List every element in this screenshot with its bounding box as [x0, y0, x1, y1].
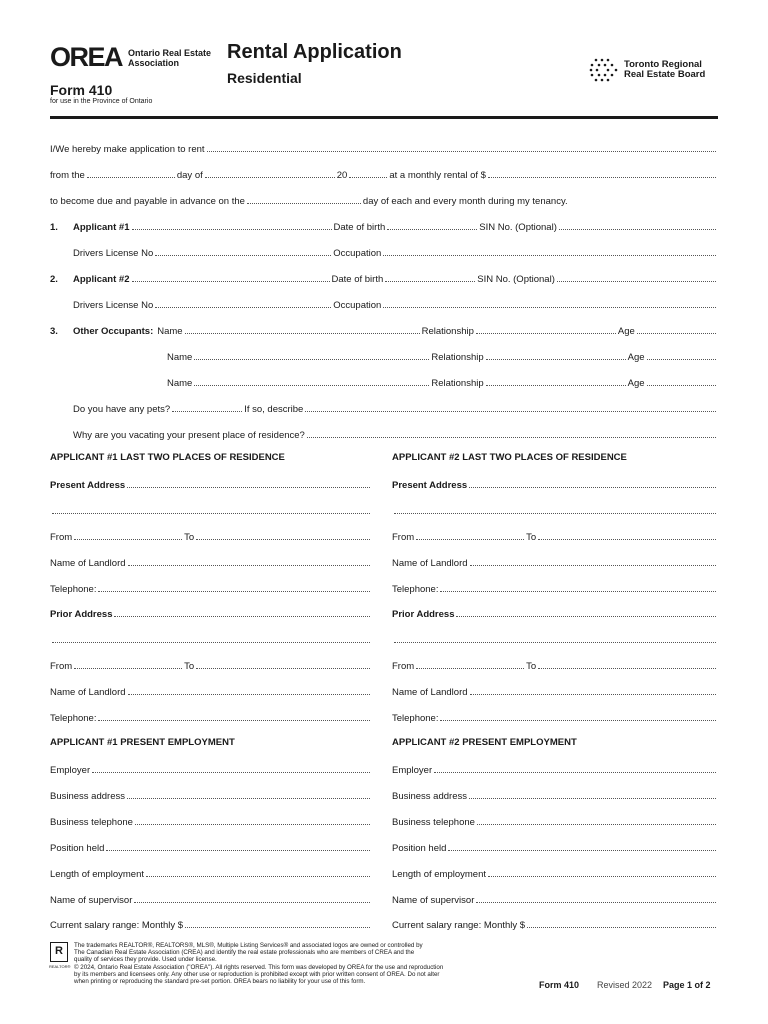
occupant-2-name-field[interactable] — [194, 350, 429, 360]
applicant-1-line: 1. Applicant #1 Date of birth SIN No. (Optional) — [50, 220, 718, 233]
vacating-reason-field[interactable] — [307, 428, 716, 438]
orea-org-line1: Ontario Real Estate — [128, 47, 212, 58]
applicant-2-position-field[interactable] — [448, 841, 716, 851]
applicant-2-residence-heading: APPLICANT #2 LAST TWO PLACES OF RESIDENCE — [392, 452, 627, 463]
applicant-2-present-address-field[interactable] — [469, 478, 716, 488]
applicant-1-length-line: Length of employment — [50, 867, 372, 880]
applicant-2-salary-field[interactable] — [527, 918, 716, 928]
applicant-1-present-landlord-field[interactable] — [128, 556, 370, 566]
footer-page-number: Page 1 of 2 — [663, 980, 711, 990]
applicant-2-supervisor-field[interactable] — [476, 893, 716, 903]
vacating-line: Why are you vacating your present place of residence? — [73, 428, 718, 441]
applicant-2-present-address-cont-line — [392, 504, 718, 517]
applicant-2-occupation-field[interactable] — [383, 298, 716, 308]
applicant-1-present-dates-field[interactable] — [196, 530, 370, 540]
applicant-2-prior-telephone-line: Telephone: — [392, 711, 718, 724]
page-title: Rental Application — [227, 41, 402, 63]
applicant-1-prior-dates-from-field[interactable] — [74, 659, 182, 669]
start-month-field[interactable] — [205, 168, 335, 178]
applicant-1-prior-address-field[interactable] — [114, 607, 370, 617]
orea-org-line2: Association — [128, 57, 180, 68]
monthly-rental-field[interactable] — [488, 168, 716, 178]
occupant-3-name-field[interactable] — [194, 376, 429, 386]
applicant-1-prior-address-cont-field[interactable] — [52, 633, 370, 643]
trreb-logo — [588, 57, 705, 83]
applicant-2-present-landlord-field[interactable] — [470, 556, 716, 566]
applicant-1-employer-line: Employer — [50, 763, 372, 776]
occupant-1-name-field[interactable] — [185, 324, 420, 334]
applicant-1-prior-landlord-field[interactable] — [128, 685, 370, 695]
applicant-2-length-field[interactable] — [488, 867, 716, 877]
applicant-2-prior-telephone-field[interactable] — [440, 711, 716, 721]
applicant-1-name-field[interactable] — [132, 220, 332, 230]
applicant-1-salary-line: Current salary range: Monthly $ — [50, 918, 372, 931]
pets-line: Do you have any pets? If so, describe — [73, 402, 718, 415]
applicant-2-present-landlord-line: Name of Landlord — [392, 556, 718, 569]
applicant-1-prior-address-cont-line — [50, 633, 372, 646]
applicant-1-present-address-cont-line — [50, 504, 372, 517]
applicant-2-supervisor-line: Name of supervisor — [392, 893, 718, 906]
occupant-2-line: Name Relationship Age — [167, 350, 718, 363]
rent-address-field[interactable] — [207, 142, 716, 152]
legal-disclaimer: The trademarks REALTOR®, REALTORS®, MLS®, Multiple Listing Services® and associated logos are owned or controlled by The Canadian Real Estate Association (CREA) and identify the real estate professionals who are members of CREA and the quality of services they provide. Used under license. © 2024, Ontario Real Estate Association ("OREA"). All rights reserved. This form was developed by OREA for the use and reproduction by its members and licensees only. Any other use or reproduction is prohibited except with prior written consent of OREA. Do not alter when printing or reproducing the standard pre-set portion. OREA bears no liability for your use of this form. — [74, 942, 444, 986]
applicant-1-license-line: Drivers License No Occupation — [73, 246, 718, 259]
applicant-1-business-address-line: Business address — [50, 789, 372, 802]
applicant-1-prior-address-line: Prior Address — [50, 607, 372, 620]
board-line2: Real Estate Board — [624, 69, 706, 80]
footer-form-number: Form 410 — [539, 980, 580, 990]
start-day-field[interactable] — [87, 168, 175, 178]
applicant-2-employer-field[interactable] — [434, 763, 716, 773]
applicant-2-prior-dates-from-field[interactable] — [416, 659, 524, 669]
applicant-1-prior-dates-line: From To — [50, 659, 372, 672]
footer-revised: Revised 2022 — [597, 980, 653, 990]
applicant-1-present-landlord-line: Name of Landlord — [50, 556, 372, 569]
applicant-1-sin-field[interactable] — [559, 220, 716, 230]
applicant-2-business-address-field[interactable] — [469, 789, 716, 799]
applicant-2-employment-heading: APPLICANT #2 PRESENT EMPLOYMENT — [392, 737, 577, 748]
applicant-2-business-address-line: Business address — [392, 789, 718, 802]
applicant-1-length-field[interactable] — [146, 867, 370, 877]
occupant-3-line: Name Relationship Age — [167, 376, 718, 389]
applicant-2-prior-landlord-line: Name of Landlord — [392, 685, 718, 698]
applicant-1-employment-heading: APPLICANT #1 PRESENT EMPLOYMENT — [50, 737, 235, 748]
applicant-2-dob-field[interactable] — [385, 272, 475, 282]
applicant-2-position-line: Position held — [392, 841, 718, 854]
board-line1: Toronto Regional — [624, 59, 702, 70]
start-year-field[interactable] — [349, 168, 387, 178]
applicant-2-present-address-cont-field[interactable] — [394, 504, 716, 514]
occupant-2-age-field[interactable] — [647, 350, 716, 360]
intro-date-line: from the day of 20 at a monthly rental of $ — [50, 168, 718, 181]
applicant-2-present-dates-line: From To — [392, 530, 718, 543]
applicant-1-present-telephone-line: Telephone: — [50, 582, 372, 595]
applicant-2-prior-dates-field[interactable] — [538, 659, 716, 669]
applicant-2-present-telephone-line: Telephone: — [392, 582, 718, 595]
applicant-1-residence-heading: APPLICANT #1 LAST TWO PLACES OF RESIDENCE — [50, 452, 285, 463]
applicant-2-sin-field[interactable] — [557, 272, 716, 282]
occupant-1-relationship-field[interactable] — [476, 324, 616, 334]
pets-answer-field[interactable] — [172, 402, 242, 412]
applicant-2-business-telephone-line: Business telephone — [392, 815, 718, 828]
applicant-1-position-field[interactable] — [106, 841, 370, 851]
applicant-2-present-dates-from-field[interactable] — [416, 530, 524, 540]
applicant-2-salary-line: Current salary range: Monthly $ — [392, 918, 718, 931]
orea-logo-wordmark: OREA — [50, 42, 123, 72]
occupant-3-relationship-field[interactable] — [486, 376, 626, 386]
applicant-2-line: 2. Applicant #2 Date of birth SIN No. (Optional) — [50, 272, 718, 285]
applicant-2-business-telephone-field[interactable] — [477, 815, 716, 825]
applicant-2-prior-address-cont-line — [392, 633, 718, 646]
applicant-1-prior-landlord-line: Name of Landlord — [50, 685, 372, 698]
applicant-1-business-address-field[interactable] — [127, 789, 370, 799]
applicant-2-name-field[interactable] — [132, 272, 330, 282]
applicant-2-license-line: Drivers License No Occupation — [73, 298, 718, 311]
form-scope: for use in the Province of Ontario — [50, 98, 153, 105]
orea-logo — [50, 44, 211, 71]
applicant-1-salary-field[interactable] — [185, 918, 370, 928]
realtor-caption: REALTOR® — [49, 964, 71, 969]
applicant-2-present-dates-field[interactable] — [538, 530, 716, 540]
applicant-1-occupation-field[interactable] — [383, 246, 716, 256]
applicant-1-present-address-line: Present Address — [50, 478, 372, 491]
page-subtitle: Residential — [227, 70, 302, 86]
applicant-1-position-line: Position held — [50, 841, 372, 854]
form-number: Form 410 — [50, 82, 113, 98]
realtor-logo-icon: R — [50, 942, 68, 962]
applicant-1-license-field[interactable] — [155, 246, 331, 256]
applicant-2-prior-landlord-field[interactable] — [470, 685, 716, 695]
applicant-1-employer-field[interactable] — [92, 763, 370, 773]
applicant-2-license-field[interactable] — [155, 298, 331, 308]
applicant-2-prior-address-field[interactable] — [456, 607, 716, 617]
applicant-2-prior-dates-line: From To — [392, 659, 718, 672]
applicant-1-present-dates-from-field[interactable] — [74, 530, 182, 540]
occupant-1-age-field[interactable] — [637, 324, 716, 334]
applicant-1-present-telephone-field[interactable] — [98, 582, 370, 592]
applicant-1-business-telephone-field[interactable] — [135, 815, 370, 825]
applicant-2-present-address-line: Present Address — [392, 478, 718, 491]
due-day-field[interactable] — [247, 194, 361, 204]
applicant-1-present-address-field[interactable] — [127, 478, 370, 488]
intro-due-line: to become due and payable in advance on the day of each and every month during my tenancy. — [50, 196, 568, 207]
applicant-1-present-dates-line: From To — [50, 530, 372, 543]
applicant-2-prior-address-line: Prior Address — [392, 607, 718, 620]
applicant-1-supervisor-field[interactable] — [134, 893, 370, 903]
applicant-1-dob-field[interactable] — [387, 220, 477, 230]
intro-rent-line: I/We hereby make application to rent — [50, 142, 718, 155]
applicant-1-prior-dates-field[interactable] — [196, 659, 370, 669]
applicant-1-prior-telephone-line: Telephone: — [50, 711, 372, 724]
trreb-dots-icon — [588, 57, 620, 83]
applicant-1-present-address-cont-field[interactable] — [52, 504, 370, 514]
pets-describe-field[interactable] — [305, 402, 716, 412]
applicant-2-prior-address-cont-field[interactable] — [394, 633, 716, 643]
applicant-1-business-telephone-line: Business telephone — [50, 815, 372, 828]
occupant-3-age-field[interactable] — [647, 376, 716, 386]
applicant-2-length-line: Length of employment — [392, 867, 718, 880]
occupant-2-relationship-field[interactable] — [486, 350, 626, 360]
applicant-2-present-telephone-field[interactable] — [440, 582, 716, 592]
applicant-1-prior-telephone-field[interactable] — [98, 711, 370, 721]
applicant-2-employer-line: Employer — [392, 763, 718, 776]
header-divider — [50, 116, 718, 119]
occupant-1-line: 3. Other Occupants: Name Relationship Age — [50, 324, 718, 337]
applicant-1-supervisor-line: Name of supervisor — [50, 893, 372, 906]
